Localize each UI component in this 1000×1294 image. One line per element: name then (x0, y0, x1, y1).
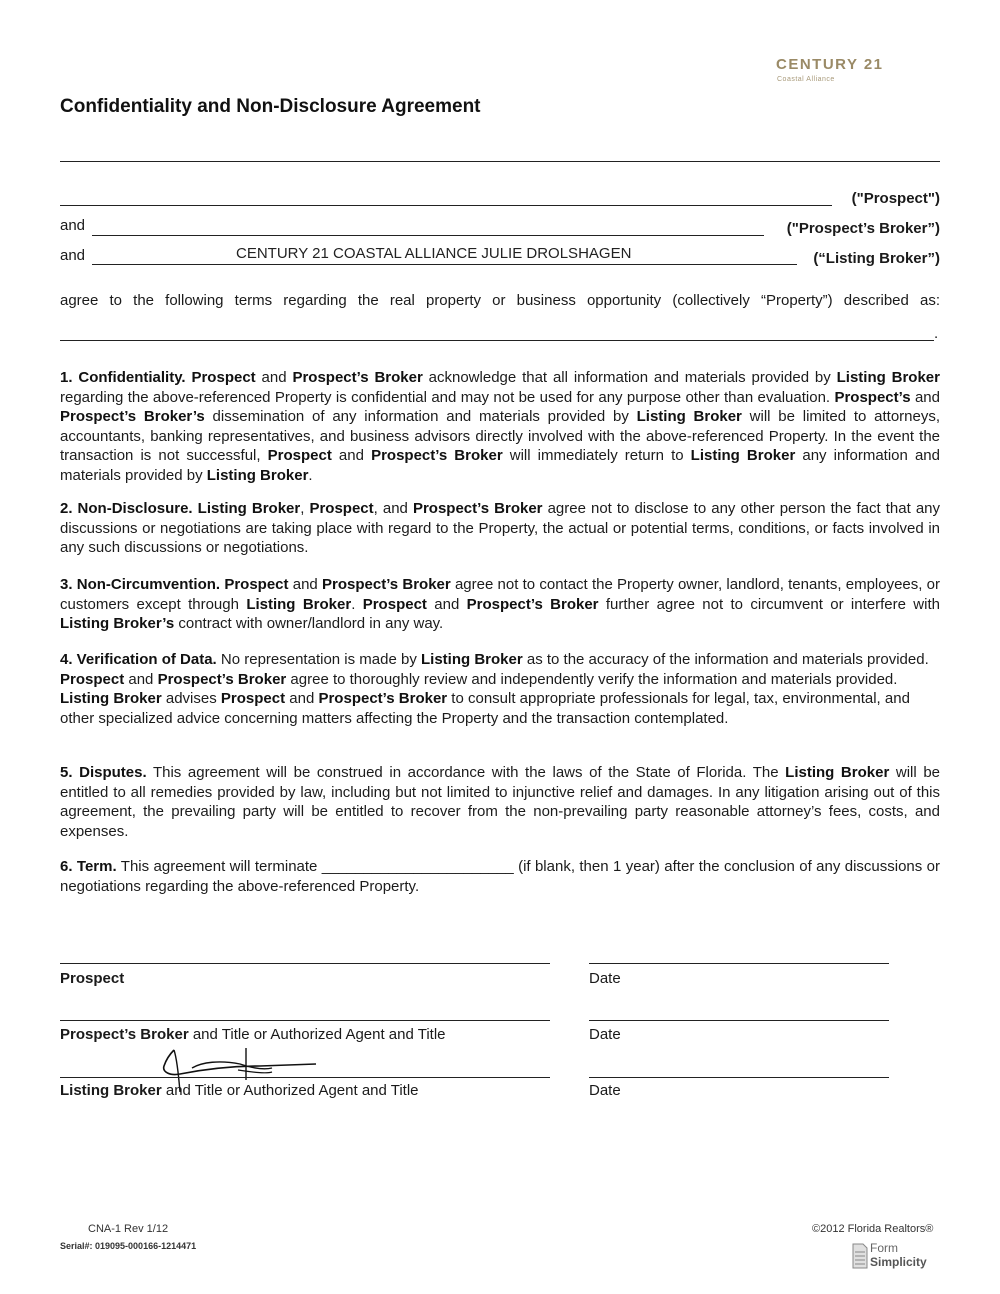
section-verification-of-data: 4. Verification of Data. No representation is made by Listing Broker as to the accuracy of the information and materials provided. Prospect and Prospect’s Broker agree to thoroughly review and independently verify the information and materials provided. Listing Broker advises Prospect and Prospect’s Broker to consult appropriate professionals for legal, tax, environmental, and other specialized advice concerning matters affecting the Property and the transaction contemplated. (60, 651, 929, 727)
form-simplicity-line1: Form (870, 1241, 898, 1255)
section-disputes: 5. Disputes. This agreement will be construed in accordance with the laws of the State of Florida. The Listing Broker will be entitled to all remedies provided by law, including but not limited to injunctive relief and damages. In any litigation arising out of this agreement, the prevailing party will be entitled to recover from the non-prevailing party reasonable attorney’s fees, costs, and expenses. (60, 764, 941, 840)
page-title: Confidentiality and Non-Disclosure Agreement (60, 96, 481, 117)
term-blank[interactable]: _______________________ (321, 858, 514, 875)
century21-logo: CENTURY 21 (776, 56, 884, 73)
logo-tagline: Coastal Alliance (777, 76, 835, 83)
section-confidentiality: 1. Confidentiality. Prospect and Prospect’s Broker acknowledge that all information and materials provided by Listing Broker regarding the above-referenced Property is confidential and may not be used for any purpose other than evaluation. Prospect’s and Prospect’s Broker’s dissemination of any information and materials provided by Listing Broker will be limited to attorneys, accountants, banking representatives, and business advisors directly involved with the above-referenced Property. In the event the transaction is not successful, Prospect and Prospect’s Broker will immediately return to Listing Broker any information and materials provided by Listing Broker. (60, 369, 941, 484)
prospect-date-label: Date (589, 970, 621, 987)
and-label-2: and (60, 247, 86, 264)
listing-broker-date-line[interactable] (589, 1077, 889, 1078)
and-label-1: and (60, 217, 86, 234)
broker-date-line[interactable] (589, 1020, 889, 1021)
prospect-broker-role-label: ("Prospect’s Broker”) (786, 220, 940, 237)
property-description-line[interactable] (60, 340, 934, 341)
prospect-signature-line[interactable] (60, 963, 550, 964)
agree-statement: agree to the following terms regarding the real property or business opportunity (collectively “Property”) described as: (60, 292, 940, 309)
prospect-broker-line[interactable] (92, 235, 764, 236)
prospect-signature-label: Prospect (60, 970, 125, 987)
form-simplicity-logo (852, 1241, 942, 1273)
broker-date-label: Date (589, 1026, 621, 1043)
section-non-circumvention: 3. Non-Circumvention. Prospect and Prospect’s Broker agree not to contact the Property owner, landlord, tenants, employees, or customers except through Listing Broker. Prospect and Prospect’s Broker further agree not to circumvent or interfere with Listing Broker’s contract with owner/landlord in any way. (60, 576, 940, 633)
serial-number: Serial#: 019095-000166-1214471 (60, 1241, 197, 1251)
section-term: 6. Term. This agreement will terminate _______________________ (if blank, then 1 year) after the conclusion of any discussions or negotiations regarding the above-referenced Property. (60, 858, 940, 895)
property-title-line[interactable] (60, 161, 940, 162)
prospect-date-line[interactable] (589, 963, 889, 964)
prospect-name-line[interactable] (60, 205, 832, 206)
copyright: ©2012 Florida Realtors® (812, 1223, 934, 1235)
prospect-role-label: ("Prospect") (851, 190, 940, 207)
listing-broker-role-label: (“Listing Broker”) (813, 250, 940, 267)
form-id: CNA-1 Rev 1/12 (88, 1223, 169, 1235)
document-icon (852, 1243, 868, 1269)
listing-broker-date-label: Date (589, 1082, 621, 1099)
property-line-period: . (934, 325, 939, 342)
form-simplicity-line2: Simplicity (870, 1255, 927, 1269)
listing-broker-signature-label: Listing Broker and Title or Authorized Agent and Title (60, 1082, 419, 1099)
section-non-disclosure: 2. Non-Disclosure. Listing Broker, Prospect, and Prospect’s Broker agree not to disclose to any other person the fact that any discussions or negotiations are taking place with regard to the Property, the actual or potential terms, conditions, or facts involved in any such discussions or negotiations. (60, 500, 941, 557)
listing-broker-name[interactable]: CENTURY 21 COASTAL ALLIANCE JULIE DROLSHAGEN (236, 245, 632, 262)
listing-broker-signature-line[interactable] (60, 1077, 550, 1078)
broker-signature-line[interactable] (60, 1020, 550, 1021)
broker-signature-label: Prospect’s Broker and Title or Authorized Agent and Title (60, 1026, 446, 1043)
listing-broker-line[interactable] (92, 264, 797, 265)
